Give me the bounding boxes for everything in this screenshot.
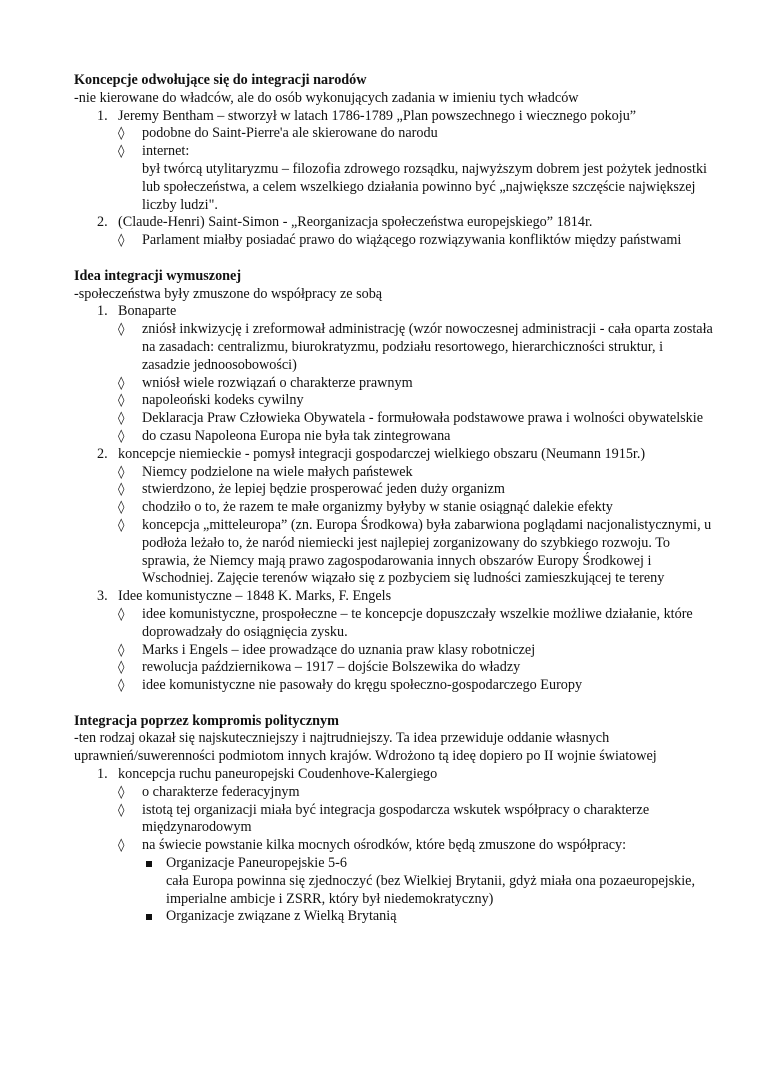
sub-list xyxy=(118,125,714,214)
diamond-bullet-item xyxy=(118,659,714,677)
section-intro: -ten rodzaj okazał się najskuteczniejszy i najtrudniejszy. Ta idea przewiduje oddanie własnych uprawnień/suwerenności podmiotom innych krajów. Wdrożono tą ideę dopiero po II wojnie światowej xyxy=(74,730,657,765)
bullet-text: Niemcy podzielone na wiele małych państewek xyxy=(142,463,413,480)
diamond-bullet-item xyxy=(118,410,714,428)
bullet-text: idee komunistyczne, prospołeczne – te koncepcje dopuszczały wszelkie możliwe działanie, które doprowadzały do osiągnięcia zysku. xyxy=(142,605,693,640)
diamond-bullet-icon: ◊ xyxy=(118,375,125,391)
sub-list xyxy=(118,784,714,926)
section-intro: -nie kierowane do władców, ale do osób wykonujących zadania w imieniu tych władców xyxy=(74,89,579,106)
bullet-text: do czasu Napoleona Europa nie była tak zintegrowana xyxy=(142,427,451,444)
item-text: (Claude-Henri) Saint-Simon - „Reorganizacja społeczeństwa europejskiego” 1814r. xyxy=(118,214,593,231)
document-page xyxy=(74,72,714,944)
bullet-text: wniósł wiele rozwiązań o charakterze prawnym xyxy=(142,374,413,391)
diamond-bullet-icon: ◊ xyxy=(118,802,125,818)
diamond-bullet-item xyxy=(118,481,714,499)
item-number: 2. xyxy=(97,445,108,462)
diamond-bullet-item xyxy=(118,499,714,517)
item-text: Idee komunistyczne – 1848 K. Marks, F. Engels xyxy=(118,588,392,605)
diamond-bullet-icon: ◊ xyxy=(118,642,125,658)
item-number: 1. xyxy=(97,303,108,320)
bullet-text: istotą tej organizacji miała być integracja gospodarcza wskutek współpracy o charakterze międzynarodowym xyxy=(142,801,650,836)
numbered-item xyxy=(74,303,714,445)
section xyxy=(74,713,714,927)
item-text: koncepcja ruchu paneuropejski Coudenhove-Kalergiego xyxy=(118,766,438,783)
bullet-text: Marks i Engels – idee prowadzące do uznania praw klasy robotniczej xyxy=(142,641,536,658)
diamond-bullet-item xyxy=(118,642,714,660)
diamond-bullet-item xyxy=(118,464,714,482)
diamond-bullet-item xyxy=(118,606,714,642)
numbered-item xyxy=(74,446,714,588)
item-number: 1. xyxy=(97,107,108,124)
diamond-bullet-icon: ◊ xyxy=(118,144,125,160)
diamond-bullet-item xyxy=(118,392,714,410)
item-text: Jeremy Bentham – stworzył w latach 1786-1789 „Plan powszechnego i wiecznego pokoju” xyxy=(118,107,637,124)
numbered-item xyxy=(74,766,714,926)
diamond-bullet-icon: ◊ xyxy=(118,322,125,338)
diamond-bullet-icon: ◊ xyxy=(118,678,125,694)
diamond-bullet-item xyxy=(118,837,714,926)
square-list xyxy=(142,855,714,926)
square-bullet-icon xyxy=(146,861,152,867)
section xyxy=(74,268,714,695)
numbered-item xyxy=(74,588,714,695)
bullet-text: stwierdzono, że lepiej będzie prosperować jeden duży organizm xyxy=(142,481,505,498)
diamond-bullet-icon: ◊ xyxy=(118,838,125,854)
bullet-text: chodziło o to, że razem te małe organizmy byłyby w stanie osiągnąć dalekie efekty xyxy=(142,499,613,516)
bullet-text: koncepcja „mitteleuropa” (zn. Europa Środkowa) była zabarwiona poglądami nacjonalistycznymi, u podłoża leżało to, że naród niemiecki jest najlepiej zorganizowany do szybkiego rozwoju. To sprawia, że Niemcy mają prawo zagospodarowania innych obszarów Europy Środkowej i Wschodniej. Zajęcie terenów wiązało się z pozbyciem się ludności zamieszkującej te tereny xyxy=(142,516,712,587)
section-heading: Integracja poprzez kompromis politycznym xyxy=(74,712,339,729)
diamond-bullet-icon: ◊ xyxy=(118,233,125,249)
bullet-text: na świecie powstanie kilka mocnych ośrodków, które będą zmuszone do współpracy: xyxy=(142,837,627,854)
bullet-text: Deklaracja Praw Człowieka Obywatela - formułowała podstawowe prawa i wolności obywatelskie xyxy=(142,410,704,427)
diamond-bullet-icon: ◊ xyxy=(118,411,125,427)
diamond-bullet-item xyxy=(118,677,714,695)
bullet-text: idee komunistyczne nie pasowały do kręgu społeczno-gospodarczego Europy xyxy=(142,677,583,694)
item-text: koncepcje niemieckie - pomysł integracji gospodarczej wielkiego obszaru (Neumann 1915r.) xyxy=(118,445,646,462)
numbered-item xyxy=(74,214,714,250)
diamond-bullet-icon: ◊ xyxy=(118,606,125,622)
diamond-bullet-item xyxy=(118,232,714,250)
diamond-bullet-item xyxy=(118,375,714,393)
section-heading: Idea integracji wymuszonej xyxy=(74,267,242,284)
item-text: Bonaparte xyxy=(118,303,177,320)
diamond-bullet-item xyxy=(118,143,714,214)
numbered-item xyxy=(74,108,714,215)
section xyxy=(74,72,714,250)
bullet-text: internet: xyxy=(142,143,190,160)
bullet-text: rewolucja październikowa – 1917 – dojście Bolszewika do władzy xyxy=(142,659,521,676)
section-heading: Koncepcje odwołujące się do integracji narodów xyxy=(74,72,367,88)
diamond-bullet-icon: ◊ xyxy=(118,428,125,444)
diamond-bullet-item xyxy=(118,784,714,802)
sub-list xyxy=(118,464,714,589)
diamond-bullet-icon: ◊ xyxy=(118,500,125,516)
diamond-bullet-icon: ◊ xyxy=(118,393,125,409)
item-number: 3. xyxy=(97,588,108,605)
diamond-bullet-item xyxy=(118,321,714,374)
diamond-bullet-icon: ◊ xyxy=(118,784,125,800)
diamond-bullet-icon: ◊ xyxy=(118,660,125,676)
bullet-text: zniósł inkwizycję i zreformował administrację (wzór nowoczesnej administracji - cała oparta została na zasadach: centralizmu, biurokratyzmu, podziału resortowego, hierarchiczności struktur, i zasadzie jednoosobowości) xyxy=(142,321,713,373)
bullet-text: Organizacje Paneuropejskie 5-6 xyxy=(166,855,347,872)
sub-list xyxy=(118,232,714,250)
bullet-continuation: cała Europa powinna się zjednoczyć (bez Wielkiej Brytanii, gdyż miała ona pozaeuropejskie, imperialne ambicje i ZSRR, który był niedemokratyczny) xyxy=(166,872,696,907)
square-bullet-item xyxy=(142,908,714,926)
diamond-bullet-item xyxy=(118,802,714,838)
bullet-text: o charakterze federacyjnym xyxy=(142,783,300,800)
bullet-text: Organizacje związane z Wielką Brytanią xyxy=(166,908,397,925)
diamond-bullet-item xyxy=(118,517,714,588)
diamond-bullet-item xyxy=(118,428,714,446)
diamond-bullet-icon: ◊ xyxy=(118,482,125,498)
item-number: 2. xyxy=(97,214,108,231)
section-intro: -społeczeństwa były zmuszone do współpracy ze sobą xyxy=(74,285,383,302)
item-number: 1. xyxy=(97,766,108,783)
diamond-bullet-icon: ◊ xyxy=(118,517,125,533)
bullet-text: podobne do Saint-Pierre'a ale skierowane do narodu xyxy=(142,125,438,142)
sub-list xyxy=(118,321,714,446)
diamond-bullet-icon: ◊ xyxy=(118,126,125,142)
diamond-bullet-icon: ◊ xyxy=(118,464,125,480)
square-bullet-icon xyxy=(146,914,152,920)
bullet-text: Parlament miałby posiadać prawo do wiążącego rozwiązywania konfliktów między państwami xyxy=(142,232,682,249)
square-bullet-item xyxy=(142,855,714,908)
diamond-bullet-item xyxy=(118,125,714,143)
bullet-text: napoleoński kodeks cywilny xyxy=(142,392,304,409)
bullet-continuation: był twórcą utylitaryzmu – filozofia zdrowego rozsądku, najwyższym dobrem jest pożytek jednostki lub społeczeństwa, a celem wszelkiego działania powinno być „największe szczęście największej liczby ludzi". xyxy=(142,160,707,213)
sub-list xyxy=(118,606,714,695)
